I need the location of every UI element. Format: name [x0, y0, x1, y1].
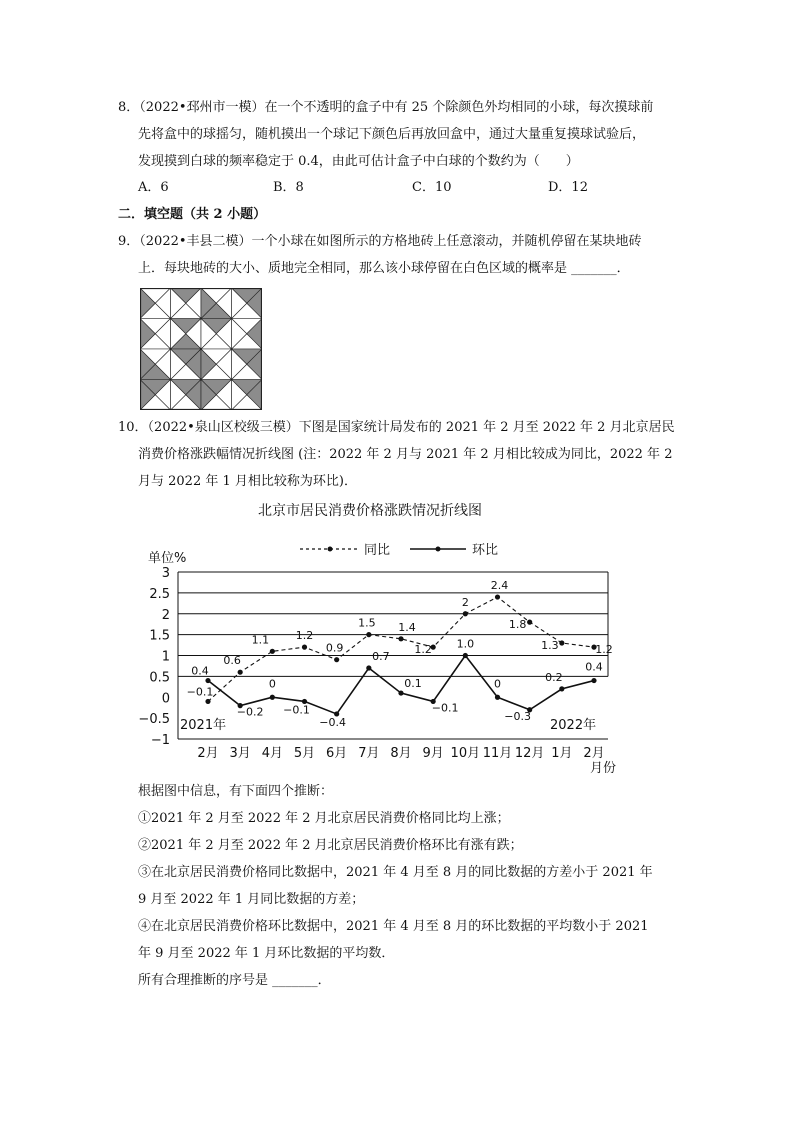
mom-point: [270, 695, 275, 700]
x-tick-label: 9月: [422, 746, 444, 761]
mom-data-label: 0.7: [372, 650, 390, 664]
y-tick-label: 0.5: [149, 670, 170, 686]
answer-prompt: 所有合理推断的序号是 _______．: [138, 973, 331, 988]
series-line-yoy: [208, 597, 594, 701]
x-axis-label: 月份: [590, 761, 617, 776]
mom-data-label: −0.3: [504, 709, 532, 723]
yoy-point: [366, 632, 371, 637]
yoy-point: [495, 594, 500, 599]
legend-dashed-marker: [328, 547, 333, 552]
q8-line-3: 发现摸到白球的频率稳定于 0.4，由此可估计盒子中白球的个数约为（ ）: [138, 154, 579, 169]
q8-option-c: C．10: [412, 180, 452, 195]
yoy-point: [205, 699, 210, 704]
x-tick-label: 3月: [229, 746, 251, 761]
mom-data-label: −0.2: [236, 705, 264, 719]
yoy-data-label: 1.5: [358, 616, 376, 630]
x-tick-label: 11月: [482, 746, 513, 761]
mom-data-label: 0.2: [545, 670, 563, 684]
y-tick-label: 1.5: [149, 628, 170, 644]
y-tick-label: 0: [161, 691, 170, 707]
yoy-data-label: 1.2: [414, 643, 432, 657]
x-tick-label: 2月: [583, 746, 605, 761]
yoy-point: [463, 611, 468, 616]
yoy-point: [527, 620, 532, 625]
yoy-data-label: 1.4: [398, 620, 416, 634]
yoy-point: [559, 640, 564, 645]
q10-line-1: 10．（2022•泉山区校级三模）下图是国家统计局发布的 2021 年 2 月至 2022 年 2 月北京居民: [118, 420, 675, 435]
mom-point: [205, 678, 210, 683]
yoy-data-label: 2: [461, 595, 469, 609]
y-tick-label: 2: [161, 607, 170, 623]
q10-line-2: 消费价格涨跌幅情况折线图 (注：2022 年 2 月与 2021 年 2 月相比较成为同比，2022 年 2: [138, 447, 673, 462]
q10-line-3: 月与 2022 年 1 月相比较称为环比)．: [138, 474, 357, 489]
mom-point: [398, 690, 403, 695]
yoy-data-label: 0.6: [223, 654, 241, 668]
q9-line-2: 上．每块地砖的大小、质地完全相同，那么该小球停留在白色区域的概率是 _______．: [138, 261, 630, 276]
yoy-data-label: 1.8: [508, 618, 527, 632]
inference-1: ①2021 年 2 月至 2022 年 2 月北京居民消费价格同比均上涨；: [138, 811, 510, 826]
legend-solid-marker: [436, 547, 441, 552]
yoy-point: [238, 670, 243, 675]
mom-data-label: 0.4: [585, 660, 603, 674]
inference-3-line-2: 9 月至 2022 年 1 月同比数据的方差；: [138, 892, 365, 907]
x-tick-label: 1月: [551, 746, 573, 761]
inference-4-line-2: 年 9 月至 2022 年 1 月环比数据的平均数．: [138, 946, 395, 961]
x-tick-label: 6月: [326, 746, 348, 761]
y-tick-label: −0.5: [138, 712, 170, 728]
y-tick-label: 3: [161, 566, 170, 581]
y-axis-unit-label: 单位%: [148, 551, 187, 566]
section-heading: 二．填空题（共 2 小题）: [118, 207, 267, 222]
y-tick-label: −1: [150, 733, 170, 748]
x-tick-label: 5月: [293, 746, 316, 761]
yoy-data-label: 1.2: [595, 643, 613, 657]
x-tick-label: 8月: [390, 746, 412, 761]
yoy-data-label: −0.1: [186, 685, 214, 699]
mom-data-label: 0.1: [404, 677, 422, 691]
x-tick-label: 4月: [261, 746, 283, 761]
mom-data-label: 0: [268, 677, 276, 691]
legend-label-yoy: 同比: [364, 543, 391, 558]
yoy-point: [334, 657, 339, 662]
yoy-data-label: 1.3: [541, 638, 559, 652]
line-chart: [120, 528, 640, 778]
mom-point: [463, 653, 468, 658]
inference-4-line-1: ④在北京居民消费价格环比数据中，2021 年 4 月至 8 月的环比数据的平均数小于 2021: [138, 919, 649, 934]
q8-option-a: A．6: [138, 180, 169, 195]
legend: [300, 543, 498, 558]
yoy-data-label: 1.1: [251, 633, 270, 647]
x-tick-label: 7月: [358, 746, 380, 761]
yoy-data-label: 1.2: [295, 629, 314, 643]
year-label-2022: 2022年: [550, 718, 597, 733]
yoy-data-label: 0.9: [325, 641, 344, 655]
mom-point: [495, 695, 500, 700]
q8-option-b: B．8: [273, 180, 304, 195]
mom-point: [591, 678, 596, 683]
yoy-point: [302, 645, 307, 650]
q8-option-d: D．12: [548, 180, 588, 195]
mom-data-label: 0: [494, 677, 501, 691]
mom-data-label: −0.4: [319, 715, 347, 729]
q8-line-1: 8．（2022•邳州市一模）在一个不透明的盒子中有 25 个除颜色外均相同的小球，每次摸球前: [118, 100, 654, 115]
chart-title: 北京市居民消费价格涨跌情况折线图: [258, 503, 482, 519]
mom-data-label: −0.1: [431, 701, 459, 715]
mom-data-label: 1.0: [456, 637, 475, 651]
mom-point: [366, 665, 371, 670]
yoy-data-label: 2.4: [490, 579, 509, 593]
inference-2: ②2021 年 2 月至 2022 年 2 月北京居民消费价格环比有涨有跌；: [138, 838, 523, 853]
mom-point: [559, 686, 564, 691]
inference-intro: 根据图中信息，有下面四个推断：: [138, 784, 334, 799]
y-tick-label: 2.5: [149, 586, 170, 602]
q9-line-1: 9．（2022•丰县二模）一个小球在如图所示的方格地砖上任意滚动，并随机停留在某块地砖: [118, 234, 642, 249]
mom-data-label: 0.4: [191, 664, 209, 678]
x-tick-label: 10月: [450, 746, 481, 761]
mom-data-label: −0.1: [283, 703, 310, 717]
inference-3-line-1: ③在北京居民消费价格同比数据中，2021 年 4 月至 8 月的同比数据的方差小于 2021 年: [138, 865, 653, 880]
yoy-point: [398, 636, 403, 641]
legend-label-mom: 环比: [472, 543, 499, 558]
x-tick-label: 12月: [514, 746, 545, 761]
y-tick-label: 1: [161, 649, 170, 665]
x-tick-label: 2月: [197, 746, 219, 761]
q8-line-2: 先将盒中的球摇匀，随机摸出一个球记下颜色后再放回盒中，通过大量重复摸球试验后，: [138, 127, 646, 142]
yoy-point: [270, 649, 275, 654]
year-label-2021: 2021年: [180, 718, 227, 733]
floor-tile-figure: [140, 288, 262, 410]
